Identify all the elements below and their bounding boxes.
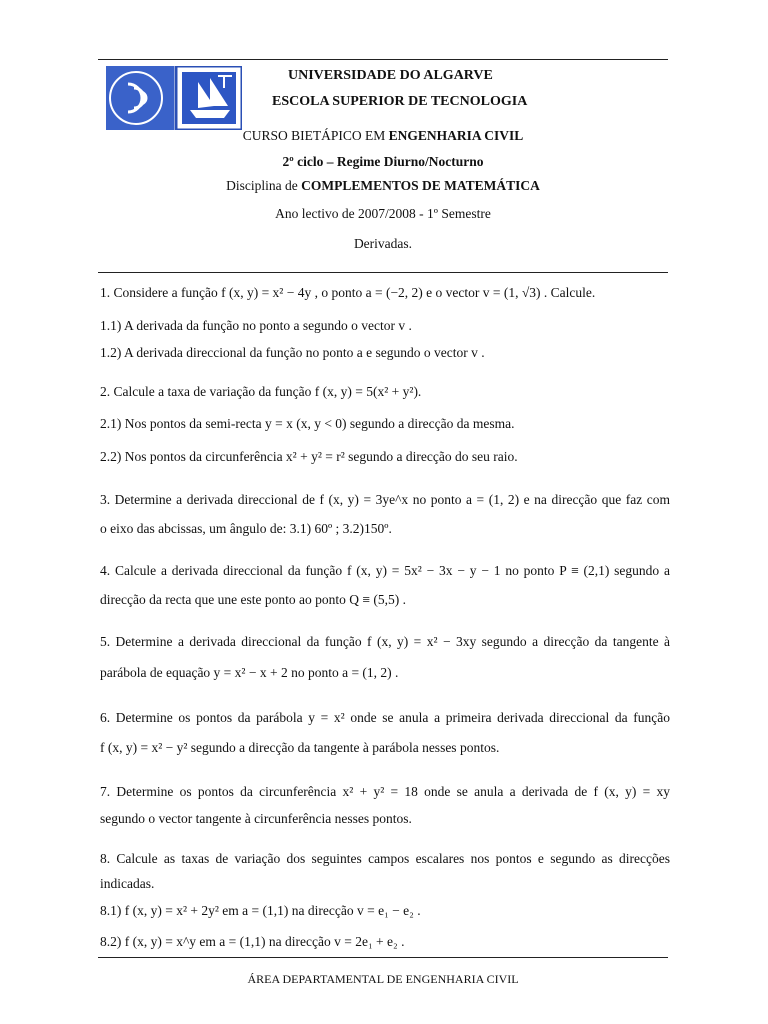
university-logo bbox=[106, 66, 242, 130]
exercise-8-line-2: indicadas. bbox=[100, 876, 155, 891]
cycle-line: 2º ciclo – Regime Diurno/Nocturno bbox=[282, 154, 484, 169]
academic-year: Ano lectivo de 2007/2008 - 1º Semestre bbox=[275, 206, 491, 221]
course-prefix: CURSO BIETÁPICO EM bbox=[242, 128, 389, 143]
exercise-7-line-2: segundo o vector tangente à circunferência nesses pontos. bbox=[100, 811, 412, 826]
discipline-prefix: Disciplina de bbox=[226, 178, 302, 193]
exercise-4-line-2: direcção da recta que une este ponto ao ponto Q ≡ (5,5) . bbox=[100, 592, 406, 607]
topic-title: Derivadas. bbox=[353, 236, 413, 251]
exercise-1-2: 1.2) A derivada direccional da função no ponto a e segundo o vector v . bbox=[100, 345, 485, 360]
exercise-2-1: 2.1) Nos pontos da semi-recta y = x (x, y < 0) segundo a direcção da mesma. bbox=[100, 416, 515, 431]
university-name: UNIVERSIDADE DO ALGARVE bbox=[288, 68, 493, 83]
exercise-3-line-1: 3. Determine a derivada direccional de f (x, y) = 3ye^x no ponto a = (1, 2) e na direcção que faz com bbox=[100, 492, 670, 507]
exercise-8-2: 8.2) f (x, y) = x^y em a = (1,1) na direcção v = 2e₁ + e₂ . bbox=[100, 934, 405, 949]
exercise-1: 1. Considere a função f (x, y) = x² − 4y , o ponto a = (−2, 2) e o vector v = (1, √3) . Calcule. bbox=[100, 285, 596, 300]
exercise-8-line-1: 8. Calcule as taxas de variação dos seguintes campos escalares nos pontos e segundo as direcções bbox=[100, 851, 670, 866]
exercise-1-1: 1.1) A derivada da função no ponto a segundo o vector v . bbox=[100, 318, 412, 333]
exercise-2-2: 2.2) Nos pontos da circunferência x² + y² = r² segundo a direcção do seu raio. bbox=[100, 449, 518, 464]
exercise-7-line-1: 7. Determine os pontos da circunferência x² + y² = 18 onde se anula a derivada de f (x, y) = xy bbox=[100, 784, 670, 799]
exercise-6-line-2: f (x, y) = x² − y² segundo a direcção da tangente à parábola nesses pontos. bbox=[100, 740, 500, 755]
course-line bbox=[98, 128, 668, 144]
exercise-8-1: 8.1) f (x, y) = x² + 2y² em a = (1,1) na direcção v = e₁ − e₂ . bbox=[100, 903, 421, 918]
exercise-5-line-1: 5. Determine a derivada direccional da função f (x, y) = x² − 3xy segundo a direcção da tangente à bbox=[100, 634, 670, 649]
header-rule bbox=[98, 272, 668, 273]
course-name: ENGENHARIA CIVIL bbox=[388, 128, 524, 143]
school-name: ESCOLA SUPERIOR DE TECNOLOGIA bbox=[272, 94, 528, 109]
footer-rule bbox=[98, 957, 668, 958]
exercise-4-line-1: 4. Calcule a derivada direccional da função f (x, y) = 5x² − 3x − y − 1 no ponto P ≡ (2,1) segundo a bbox=[100, 563, 670, 578]
exercise-3-line-2: o eixo das abcissas, um ângulo de: 3.1) 60º ; 3.2)150º. bbox=[100, 521, 392, 536]
footer-text: ÁREA DEPARTAMENTAL DE ENGENHARIA CIVIL bbox=[247, 972, 519, 986]
discipline-name: COMPLEMENTOS DE MATEMÁTICA bbox=[301, 178, 540, 193]
top-rule bbox=[98, 59, 668, 60]
exercise-2: 2. Calcule a taxa de variação da função f (x, y) = 5(x² + y²). bbox=[100, 384, 422, 399]
exercise-5-line-2: parábola de equação y = x² − x + 2 no ponto a = (1, 2) . bbox=[100, 665, 399, 680]
exercise-6-line-1: 6. Determine os pontos da parábola y = x² onde se anula a primeira derivada direccional da função bbox=[100, 710, 670, 725]
discipline-line bbox=[98, 178, 668, 194]
